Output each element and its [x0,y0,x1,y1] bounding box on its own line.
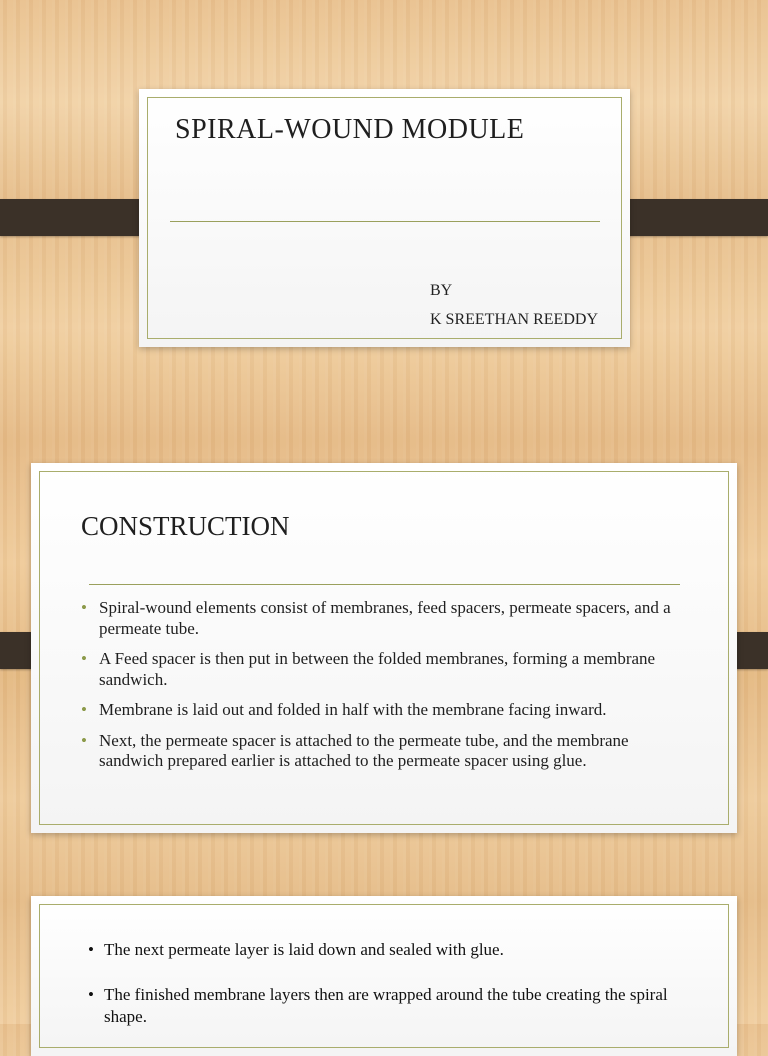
bullet-list [81,598,671,782]
slide-3-card[interactable] [31,896,737,1056]
list-item: • Membrane is laid out and folded in half with the membrane facing inward. [81,700,671,721]
slide-1-title-card[interactable] [139,89,630,347]
list-item: • Next, the permeate spacer is attached to the permeate tube, and the membrane sandwich prepared earlier is attached to the permeate spacer using glue. [81,731,671,772]
slide-2-construction-card[interactable] [31,463,737,833]
title-divider [170,221,600,222]
list-item: • Spiral-wound elements consist of membranes, feed spacers, permeate spacers, and a permeate tube. [81,598,671,639]
list-item: • The next permeate layer is laid down and sealed with glue. [88,939,698,961]
heading-divider [89,584,680,585]
slide-1-left-strap [0,199,155,236]
list-item: • The finished membrane layers then are wrapped around the tube creating the spiral shape. [88,984,698,1028]
list-item: • A Feed spacer is then put in between the folded membranes, forming a membrane sandwich. [81,649,671,690]
slide-1-right-strap [613,199,768,236]
bullet-list [88,939,698,1051]
slide-heading: CONSTRUCTION [81,511,290,541]
by-label: BY [430,282,453,299]
author-name: K SREETHAN REEDDY [430,311,598,328]
slide-title: SPIRAL-WOUND MODULE [175,114,525,145]
